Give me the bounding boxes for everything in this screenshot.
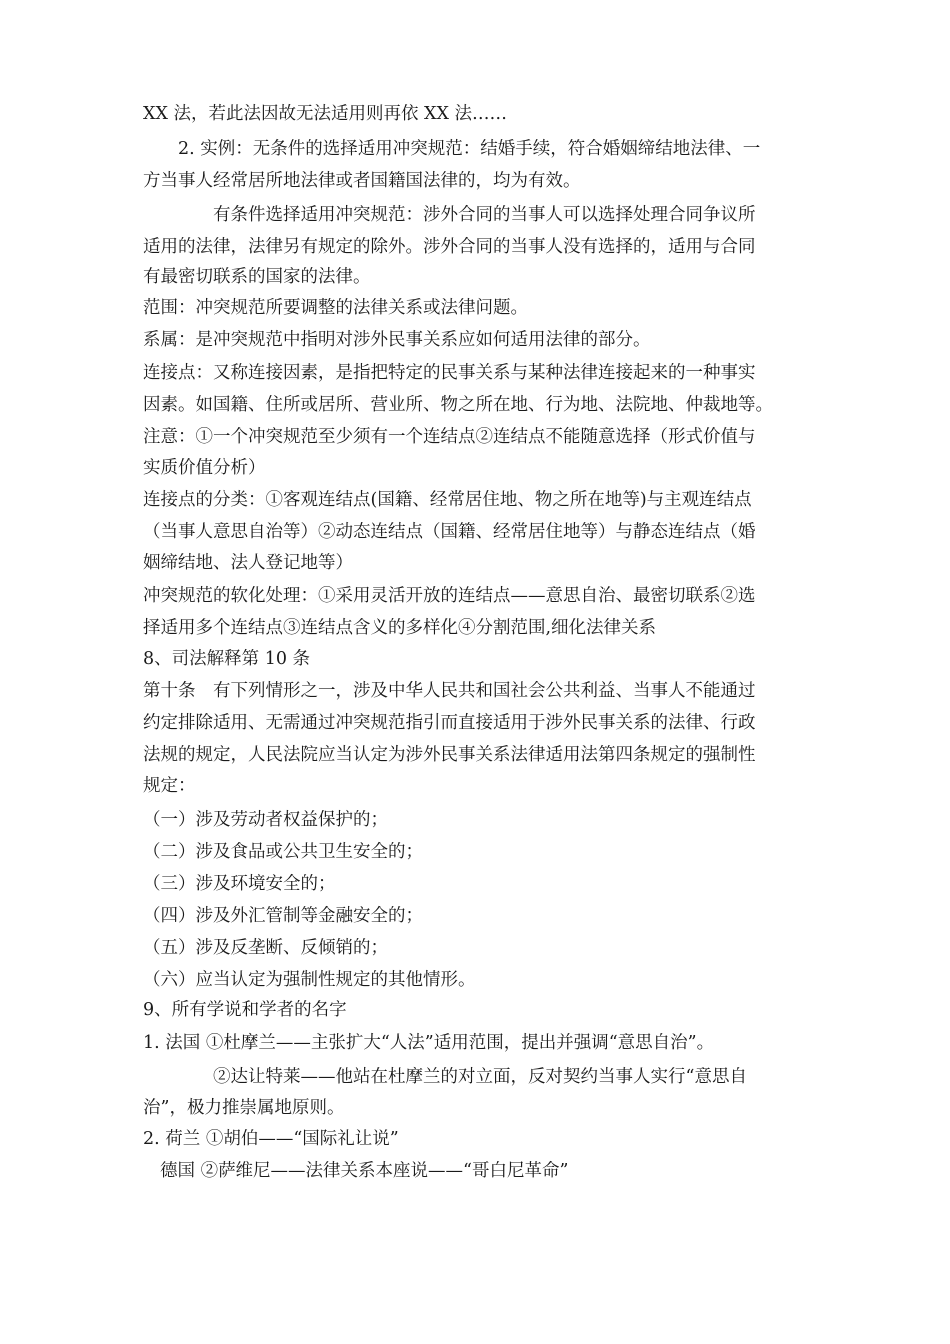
text-line: 2. 实例：无条件的选择适用冲突规范：结婚手续，符合婚姻缔结地法律、一 — [178, 139, 761, 159]
text-line: 范围：冲突规范所要调整的法律关系或法律问题。 — [143, 298, 528, 318]
text-line: 因素。如国籍、住所或居所、营业所、物之所在地、行为地、法院地、仲裁地等。 — [143, 395, 773, 415]
list-item: （一）涉及劳动者权益保护的； — [143, 810, 388, 830]
list-item: （四）涉及外汇管制等金融安全的； — [143, 906, 423, 926]
text-line: 冲突规范的软化处理：①采用灵活开放的连结点——意思自治、最密切联系②选 — [143, 586, 756, 606]
text-line: 德国 ②萨维尼——法律关系本座说——“哥白尼革命” — [160, 1161, 569, 1181]
text-line: 规定： — [143, 776, 196, 796]
text-line: 注意：①一个冲突规范至少须有一个连结点②连结点不能随意选择（形式价值与 — [143, 427, 756, 447]
text-line: ②达让特莱——他站在杜摩兰的对立面，反对契约当事人实行“意思自 — [213, 1067, 747, 1087]
text-line: 治”，极力推崇属地原则。 — [143, 1098, 345, 1118]
section-heading: 8、司法解释第 10 条 — [143, 649, 311, 669]
text-line: 适用的法律，法律另有规定的除外。涉外合同的当事人没有选择的，适用与合同 — [143, 237, 756, 257]
text-line: 姻缔结地、法人登记地等） — [143, 553, 353, 573]
text-line: 实质价值分析） — [143, 458, 266, 478]
list-item: （六）应当认定为强制性规定的其他情形。 — [143, 970, 476, 990]
list-item: （二）涉及食品或公共卫生安全的； — [143, 842, 423, 862]
text-line: 第十条 有下列情形之一，涉及中华人民共和国社会公共利益、当事人不能通过 — [143, 681, 756, 701]
list-item: （三）涉及环境安全的； — [143, 874, 336, 894]
text-line: XX 法，若此法因故无法适用则再依 XX 法…… — [143, 104, 508, 124]
text-line: 连接点：又称连接因素，是指把特定的民事关系与某种法律连接起来的一种事实 — [143, 363, 756, 383]
text-line: 2. 荷兰 ①胡伯——“国际礼让说” — [143, 1129, 399, 1149]
text-line: 系属：是冲突规范中指明对涉外民事关系应如何适用法律的部分。 — [143, 330, 651, 350]
text-line: 法规的规定，人民法院应当认定为涉外民事关系法律适用法第四条规定的强制性 — [143, 745, 756, 765]
text-line: 连接点的分类：①客观连结点(国籍、经常居住地、物之所在地等)与主观连结点 — [143, 490, 752, 510]
text-line: 有最密切联系的国家的法律。 — [143, 267, 371, 287]
text-line: 择适用多个连结点③连结点含义的多样化④分割范围,细化法律关系 — [143, 618, 657, 638]
list-item: （五）涉及反垄断、反倾销的； — [143, 938, 388, 958]
text-line: 1. 法国 ①杜摩兰——主张扩大“人法”适用范围，提出并强调“意思自治”。 — [143, 1033, 715, 1053]
text-line: 有条件选择适用冲突规范：涉外合同的当事人可以选择处理合同争议所 — [213, 205, 756, 225]
section-heading: 9、所有学说和学者的名字 — [143, 1000, 347, 1020]
text-line: （当事人意思自治等）②动态连结点（国籍、经常居住地等）与静态连结点（婚 — [143, 522, 756, 542]
text-line: 方当事人经常居所地法律或者国籍国法律的，均为有效。 — [143, 171, 581, 191]
text-line: 约定排除适用、无需通过冲突规范指引而直接适用于涉外民事关系的法律、行政 — [143, 713, 756, 733]
